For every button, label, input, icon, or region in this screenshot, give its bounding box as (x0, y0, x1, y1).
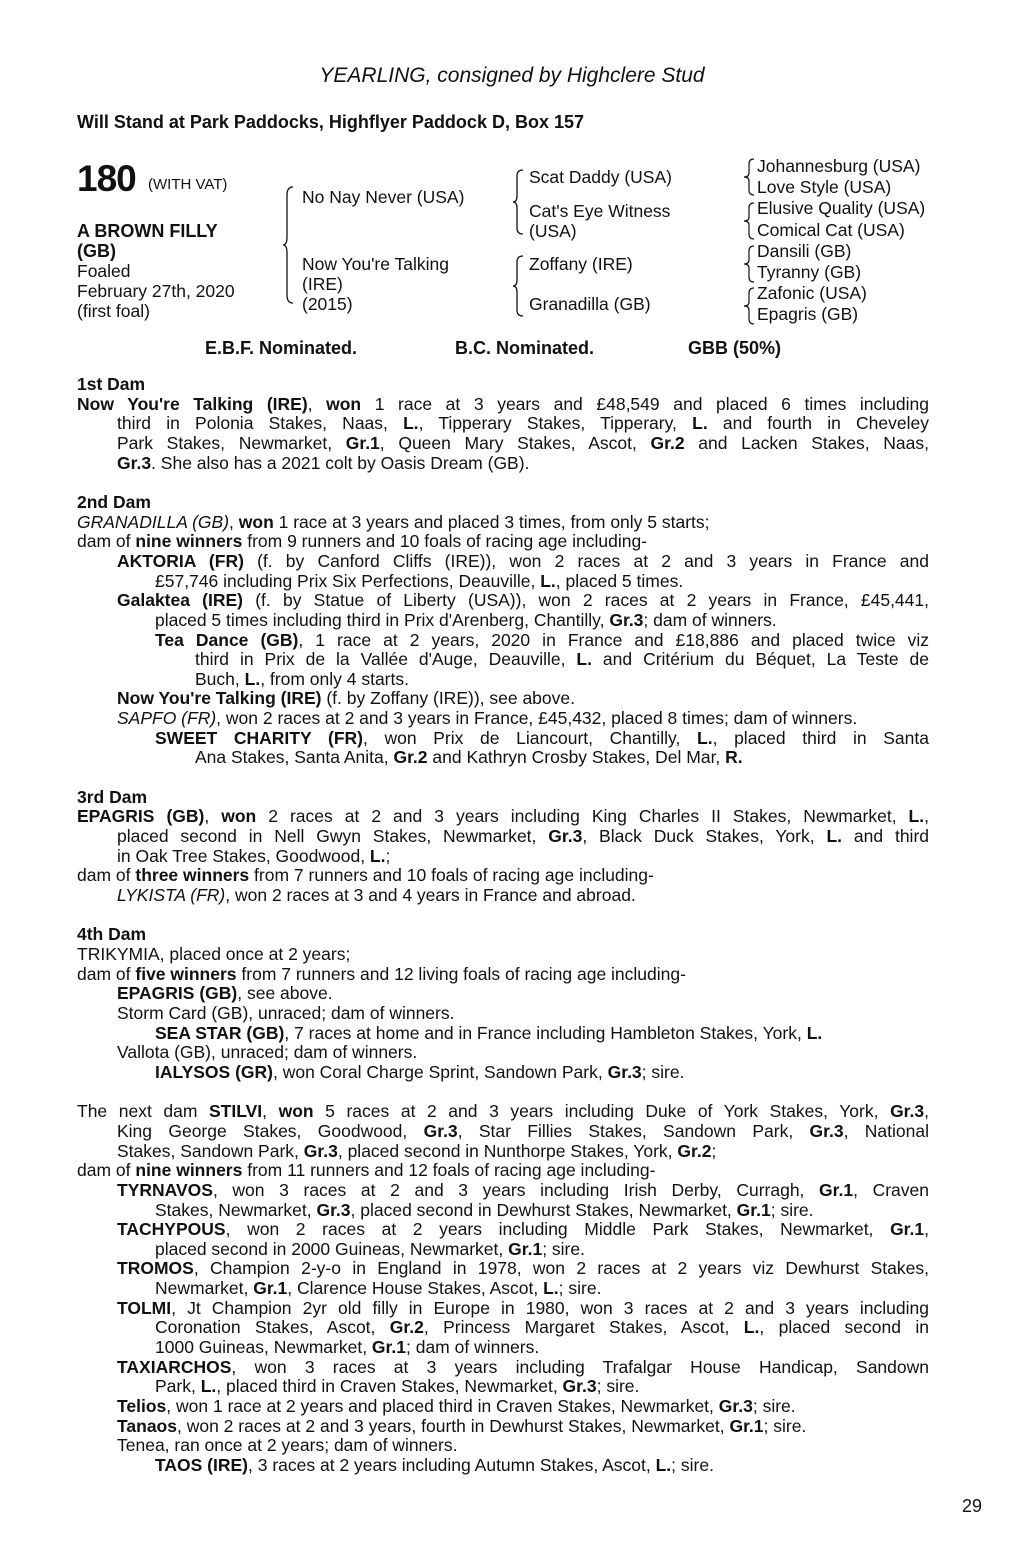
text: , Black Duck Stakes, York, (582, 826, 827, 847)
bold-text: Gr.1 (736, 1199, 771, 1220)
dam-country: (IRE) (302, 274, 343, 294)
bold-text: won (221, 806, 257, 827)
bold-text: L. (200, 1376, 217, 1397)
text-line (77, 591, 929, 611)
bold-text: Gr.2 (650, 432, 685, 453)
page-number: 29 (962, 1496, 983, 1516)
text: The next dam (77, 1101, 209, 1122)
bold-text: Gr.3 (809, 1120, 844, 1141)
text: Storm Card (GB), unraced; dam of winners. (117, 1002, 455, 1023)
text-line (77, 1201, 929, 1221)
pedigree-brace (744, 244, 756, 284)
text: , 7 races at home and in France including Hambleton Stakes, York, (284, 1022, 807, 1043)
text: from 7 runners and 12 living foals of racing age including- (236, 963, 686, 984)
text: , Star Fillies Stakes, Sandown Park, (457, 1120, 810, 1141)
ebf-nomination: E.B.F. Nominated. (205, 338, 358, 358)
pedigree-brace (744, 286, 756, 326)
bold-text: IALYSOS (GR) (155, 1061, 273, 1082)
bold-text: SWEET CHARITY (FR) (155, 727, 363, 748)
text: , placed second in Dewhurst Stakes, Newmarket, (350, 1199, 737, 1220)
text: , placed third in Santa (712, 727, 929, 748)
text-line (77, 1220, 929, 1240)
text: third in Prix de la Vallée d'Auge, Deauville, (195, 649, 577, 670)
text: ; sire. (558, 1278, 602, 1299)
bold-text: Gr.1 (819, 1179, 854, 1200)
italic-text: SAPFO (FR) (117, 708, 217, 729)
text: , (229, 511, 239, 532)
text-line (77, 1338, 929, 1358)
text: Coronation Stakes, Ascot, (155, 1317, 390, 1338)
bold-text: Gr.1 (253, 1278, 288, 1299)
bold-text: STILVI (209, 1101, 263, 1122)
pedigree-brace (513, 254, 525, 318)
text: ; (711, 1140, 717, 1161)
text-line (77, 1456, 929, 1476)
text: , Tipperary Stakes, Tipperary, (418, 413, 693, 434)
bold-text: won (326, 393, 362, 414)
text: King George Stakes, Goodwood, (117, 1120, 424, 1141)
text-line (77, 866, 929, 886)
text: , see above. (237, 983, 333, 1004)
text: and Critérium du Béquet, La Teste de (591, 649, 929, 670)
bold-text: Gr.1 (345, 432, 380, 453)
text-line (77, 1279, 929, 1299)
text: , National (843, 1120, 929, 1141)
bold-text: L. (743, 1317, 760, 1338)
text: , won 1 race at 2 years and placed third in Craven Stakes, Newmarket, (166, 1396, 719, 1417)
bold-text: L. (806, 1022, 823, 1043)
bold-text: Gr.3 (423, 1120, 458, 1141)
bold-text: Now You're Talking (IRE) (117, 688, 322, 709)
bold-text: won (238, 511, 274, 532)
text-line (77, 1417, 929, 1437)
text: 5 races at 2 and 3 years including Duke of York Stakes, York, (313, 1101, 891, 1122)
text-line (77, 689, 929, 709)
bold-text: Gr.3 (890, 1101, 925, 1122)
text-line (77, 1004, 929, 1024)
bold-text: TAOS (IRE) (155, 1455, 249, 1476)
text: 1 race at 3 years and £48,549 and placed 6 times including (361, 393, 929, 414)
text: and third (842, 826, 930, 847)
dam-section (77, 925, 929, 1082)
ancestor: Tyranny (GB) (757, 262, 862, 283)
bold-text: Gr.3 (117, 452, 152, 473)
pedigree-brace (744, 157, 756, 197)
text-line (77, 1299, 929, 1319)
bold-text: five winners (135, 963, 237, 984)
text-line (77, 1024, 929, 1044)
bold-text: R. (725, 747, 743, 768)
text-line (77, 1358, 929, 1378)
pedigree-brace (513, 168, 525, 236)
dam-section (77, 375, 929, 473)
bold-text: TYRNAVOS (117, 1179, 213, 1200)
bold-text: Gr.1 (371, 1337, 406, 1358)
bold-text: EPAGRIS (GB) (117, 983, 238, 1004)
bc-nomination: B.C. Nominated. (455, 338, 595, 358)
text-line (77, 886, 929, 906)
text: Buch, (195, 668, 245, 689)
text: Vallota (GB), unraced; dam of winners. (117, 1042, 418, 1063)
text-line (77, 1397, 929, 1417)
bold-text: Now You're Talking (IRE) (77, 393, 308, 414)
sire-dam (529, 201, 670, 241)
text: ; dam of winners. (405, 1337, 540, 1358)
bold-text: nine winners (135, 531, 243, 552)
text: 1000 Guineas, Newmarket, (155, 1337, 372, 1358)
bold-text: Tanaos (117, 1415, 177, 1436)
bold-text: Galaktea (IRE) (117, 590, 243, 611)
ancestor: Epagris (GB) (757, 304, 859, 325)
text: dam of (77, 963, 136, 984)
text: , won 2 races at 2 and 3 years in France, £45,432, placed 8 times; dam of winners. (216, 708, 858, 729)
text: Ana Stakes, Santa Anita, (195, 747, 394, 768)
italic-text: GRANADILLA (GB) (77, 511, 230, 532)
lot-number: 180 (77, 158, 136, 199)
sire-dam-name: Cat's Eye Witness (529, 201, 671, 221)
dam-sire: Zoffany (IRE) (529, 254, 633, 274)
text-line (77, 1102, 929, 1122)
lot-description (77, 221, 235, 321)
foaling-date: February 27th, 2020 (77, 281, 235, 301)
lot-desc-1: A BROWN FILLY (77, 221, 218, 241)
text: , 3 races at 2 years including Autumn Stakes, Ascot, (248, 1455, 656, 1476)
bold-text: won (278, 1101, 314, 1122)
text: (f. by Statue of Liberty (USA)), won 2 races at 2 years in France, £45,441, (243, 590, 929, 611)
bold-text: Gr.2 (389, 1317, 424, 1338)
text: , (924, 806, 929, 827)
text: Newmarket, (155, 1278, 254, 1299)
text-line (77, 1161, 929, 1181)
text-line (77, 1122, 929, 1142)
text-line (77, 1181, 929, 1201)
text: in Oak Tree Stakes, Goodwood, (117, 845, 370, 866)
text: , won Prix de Liancourt, Chantilly, (362, 727, 697, 748)
text: , placed third in Craven Stakes, Newmarket, (216, 1376, 563, 1397)
text: , won 3 races at 3 years including Trafalgar House Handicap, Sandown (231, 1356, 929, 1377)
text: and Lacken Stakes, Naas, (684, 432, 929, 453)
text: from 9 runners and 10 foals of racing age including- (242, 531, 648, 552)
catalogue-body (77, 375, 929, 1495)
bold-text: Gr.1 (508, 1238, 543, 1259)
dam-section (77, 493, 929, 768)
text-line (77, 532, 929, 552)
bold-text: L. (655, 1455, 672, 1476)
text-line (77, 847, 929, 867)
pedigree-brace (744, 201, 756, 241)
text: , (262, 1101, 279, 1122)
text-line (77, 1063, 929, 1083)
text: ; sire. (770, 1199, 814, 1220)
text-line (77, 1377, 929, 1397)
text: , Queen Mary Stakes, Ascot, (379, 432, 651, 453)
text: , Jt Champion 2yr old filly in Europe in 1980, won 3 races at 2 and 3 years including (171, 1297, 929, 1318)
text-line (77, 827, 929, 847)
text-line (77, 945, 929, 965)
text: Park Stakes, Newmarket, (117, 432, 346, 453)
text: , placed second in Nunthorpe Stakes, York, (337, 1140, 678, 1161)
text: Park, (155, 1376, 201, 1397)
text: , won 2 races at 2 and 3 years, fourth in Dewhurst Stakes, Newmarket, (176, 1415, 730, 1436)
ancestor: Dansili (GB) (757, 240, 852, 261)
bold-text: TROMOS (117, 1258, 194, 1279)
text: TRIKYMIA, placed once at 2 years; (77, 943, 351, 964)
text: from 11 runners and 12 foals of racing age including- (242, 1160, 656, 1181)
text: , from only 4 starts. (260, 668, 409, 689)
bold-text: Gr.2 (677, 1140, 712, 1161)
text: , (924, 1101, 929, 1122)
text: placed second in Nell Gwyn Stakes, Newmarket, (117, 826, 549, 847)
text: ; sire. (763, 1415, 807, 1436)
text: ; sire. (542, 1238, 585, 1259)
bold-text: Gr.3 (316, 1199, 351, 1220)
sire: No Nay Never (USA) (302, 187, 465, 207)
text: and Kathryn Crosby Stakes, Del Mar, (427, 747, 726, 768)
bold-text: L. (543, 1278, 559, 1299)
text: , Champion 2-y-o in England in 1978, won 2 races at 2 years viz Dewhurst Stakes, (193, 1258, 929, 1279)
bold-text: Gr.3 (718, 1396, 753, 1417)
text-line (77, 414, 929, 434)
text: , won 2 races at 2 years including Middle Park Stakes, Newmarket, (225, 1219, 891, 1240)
text-line (77, 631, 929, 651)
bold-text: Tea Dance (GB) (155, 629, 299, 650)
text: ; sire. (596, 1376, 640, 1397)
dam (302, 254, 449, 314)
text: 2 races at 2 and 3 years including King Charles II Stakes, Newmarket, (256, 806, 909, 827)
bold-text: Gr.3 (303, 1140, 338, 1161)
bold-text: three winners (135, 865, 250, 886)
bold-text: L. (826, 826, 843, 847)
text: , Princess Margaret Stakes, Ascot, (423, 1317, 744, 1338)
lot-desc-2: (GB) (77, 241, 116, 261)
text: dam of (77, 865, 136, 886)
text-line (77, 984, 929, 1004)
stand-location: Will Stand at Park Paddocks, Highflyer Paddock D, Box 157 (77, 112, 584, 132)
bold-text: Gr.3 (607, 1061, 642, 1082)
text: ; sire. (641, 1061, 685, 1082)
text-line (77, 709, 929, 729)
text: , (924, 1219, 929, 1240)
text: 1 race at 3 years and placed 3 times, from only 5 starts; (273, 511, 710, 532)
text-line (77, 434, 929, 454)
gbb-note: GBB (50%) (688, 338, 782, 358)
text-line (77, 1318, 929, 1338)
text-line (77, 650, 929, 670)
text-line (77, 513, 929, 533)
bold-text: TACHYPOUS (117, 1219, 226, 1240)
text: , won 2 races at 3 and 4 years in France and abroad. (225, 885, 636, 906)
text: , won 3 races at 2 and 3 years including Irish Derby, Curragh, (212, 1179, 820, 1200)
text-line (77, 748, 929, 768)
bold-text: L. (697, 727, 713, 748)
text: Tenea, ran once at 2 years; dam of winners. (117, 1435, 458, 1456)
ancestor: Zafonic (USA) (757, 283, 867, 304)
text: (f. by Zoffany (IRE)), see above. (321, 688, 575, 709)
bold-text: AKTORIA (FR) (117, 550, 244, 571)
text: , 1 race at 2 years, 2020 in France and £18,886 and placed twice viz (298, 629, 930, 650)
text: £57,746 including Prix Six Perfections, Deauville, (155, 570, 541, 591)
dam-dam: Granadilla (GB) (529, 294, 651, 314)
bold-text: L. (540, 570, 556, 591)
bold-text: Gr.1 (729, 1415, 764, 1436)
text: ; sire. (752, 1396, 796, 1417)
bold-text: L. (576, 649, 592, 670)
pedigree-brace (283, 185, 295, 305)
bold-text: TOLMI (117, 1297, 172, 1318)
dam-section (77, 788, 929, 906)
bold-text: Gr.3 (548, 826, 583, 847)
ancestor: Love Style (USA) (757, 177, 892, 198)
text: ; dam of winners. (643, 609, 777, 630)
foaled-label: Foaled (77, 261, 131, 281)
text: , Craven (853, 1179, 930, 1200)
bold-text: nine winners (135, 1160, 243, 1181)
text: , (204, 806, 222, 827)
bold-text: L. (403, 413, 419, 434)
text: placed second in 2000 Guineas, Newmarket, (155, 1238, 509, 1259)
bold-text: Telios (117, 1396, 167, 1417)
bold-text: Gr.2 (393, 747, 428, 768)
text-line (77, 1436, 929, 1456)
text-line (77, 965, 929, 985)
foal-note: (first foal) (77, 301, 150, 321)
italic-text: LYKISTA (FR) (117, 885, 226, 906)
text: ; sire. (671, 1455, 714, 1476)
text-line (77, 1142, 929, 1162)
ancestor: Elusive Quality (USA) (757, 198, 926, 219)
text: from 7 runners and 10 foals of racing age including- (249, 865, 654, 886)
text: ; (385, 845, 391, 866)
text-line (77, 729, 929, 749)
text-line (77, 454, 929, 474)
bold-text: Gr.3 (562, 1376, 597, 1397)
text: dam of (77, 1160, 136, 1181)
ancestor: Comical Cat (USA) (757, 219, 905, 240)
text-line (77, 1259, 929, 1279)
dam-name: Now You're Talking (302, 254, 450, 274)
bold-text: L. (244, 668, 261, 689)
text: . She also has a 2021 colt by Oasis Dream (GB). (151, 452, 530, 473)
bold-text: Gr.1 (890, 1219, 925, 1240)
sire-sire: Scat Daddy (USA) (529, 167, 672, 187)
section-heading: 3rd Dam (77, 786, 148, 807)
page-title: YEARLING, consigned by Highclere Stud (319, 64, 705, 87)
section-heading: 4th Dam (77, 924, 147, 945)
text: third in Polonia Stakes, Naas, (117, 413, 404, 434)
text: , Clarence House Stakes, Ascot, (287, 1278, 544, 1299)
text-line (77, 807, 929, 827)
ancestor: Johannesburg (USA) (757, 156, 921, 176)
text-line (77, 670, 929, 690)
bold-text: L. (692, 413, 708, 434)
dam-year: (2015) (302, 294, 353, 314)
text-line (77, 572, 929, 592)
text-line (77, 1240, 929, 1260)
text: (f. by Canford Cliffs (IRE)), won 2 races at 2 and 3 years in France and (243, 550, 929, 571)
vat-note: (WITH VAT) (148, 176, 228, 193)
section-heading: 1st Dam (77, 374, 146, 394)
bold-text: L. (908, 806, 925, 827)
dam-section (77, 1102, 929, 1475)
text: , won Coral Charge Sprint, Sandown Park, (272, 1061, 608, 1082)
text: placed 5 times including third in Prix d'Arenberg, Chantilly, (155, 609, 610, 630)
bold-text: SEA STAR (GB) (155, 1022, 285, 1043)
bold-text: EPAGRIS (GB) (77, 806, 205, 827)
text: , placed second in (759, 1317, 929, 1338)
text: Stakes, Newmarket, (155, 1199, 317, 1220)
text: Stakes, Sandown Park, (117, 1140, 304, 1161)
bold-text: L. (369, 845, 386, 866)
text-line (77, 1043, 929, 1063)
text: and fourth in Cheveley (707, 413, 929, 434)
text: , placed 5 times. (555, 570, 684, 591)
text-line (77, 395, 929, 415)
bold-text: TAXIARCHOS (117, 1356, 232, 1377)
third-generation (757, 156, 925, 326)
bold-text: Gr.3 (609, 609, 644, 630)
text-line (77, 552, 929, 572)
sire-dam-country: (USA) (529, 221, 577, 241)
text: , (307, 393, 327, 414)
text-line (77, 611, 929, 631)
text: dam of (77, 531, 136, 552)
section-heading: 2nd Dam (77, 491, 151, 512)
